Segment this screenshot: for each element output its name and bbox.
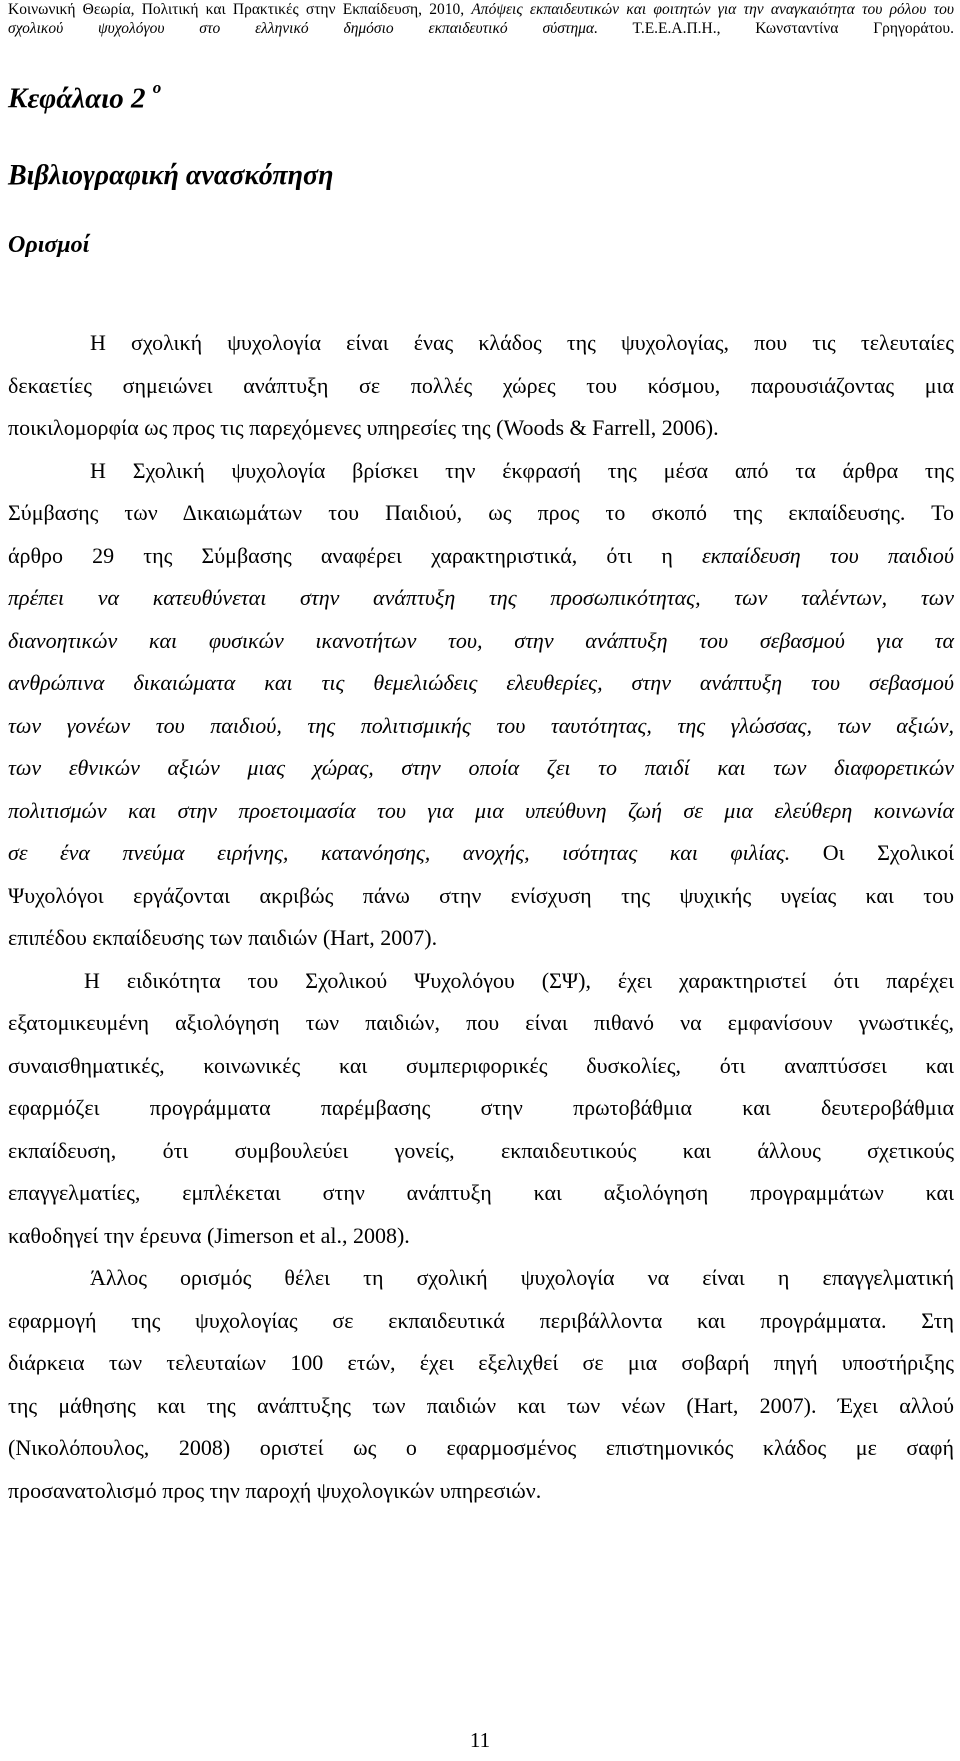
text-line: εφαρμογή της ψυχολογίας σε εκπαιδευτικά περιβάλλοντα και προγράμματα. Στη [8,1307,954,1333]
page-number: 11 [469,1728,491,1752]
text-line: δεκαετίες σημειώνει ανάπτυξη σε πολλές χώρες του κόσμου, παρουσιάζοντας μια [8,372,954,398]
header-title-line1: Απόψεις εκπαιδευτικών και φοιτητών για την αναγκαιότητα του ρόλου του [471,1,955,18]
text-line: Σύμβασης των Δικαιωμάτων του Παιδιού, ως προς το σκοπό της εκπαίδευσης. Το [8,500,954,525]
subsection-heading: Ορισμοί [8,232,90,258]
text-line: (Νικολόπουλος, 2008) οριστεί ως ο εφαρμοσμένος επιστημονικός κλάδος με σαφή [8,1435,954,1460]
text-line: Άλλος ορισμός θέλει τη σχολική ψυχολογία να είναι η επαγγελματική [90,1265,954,1290]
chapter-title: Κεφάλαιο 2 [8,82,146,115]
text-line: εξατομικευμένη αξιολόγηση των παιδιών, που είναι πιθανό να εμφανίσουν γνωστικές, [8,1010,954,1035]
header-line2 [8,19,954,38]
header-prefix: Κοινωνική Θεωρία, Πολιτική και Πρακτικές στην Εκπαίδευση, 2010, [8,1,472,18]
text-line [8,832,954,875]
text-line: διανοητικών και φυσικών ικανοτήτων του, στην ανάπτυξη του σεβασμού για τα [8,627,954,653]
text-line: ποικιλομορφία ως προς τις παρεχόμενες υπηρεσίες της (Woods & Farrell, 2006). [8,415,719,440]
text-line: πρέπει να κατευθύνεται στην ανάπτυξη της προσωπικότητας, των ταλέντων, των [8,585,954,610]
text-line: Η Σχολική ψυχολογία βρίσκει την έκφρασή της μέσα από τα άρθρα της [90,457,954,483]
text-line: των εθνικών αξιών μιας χώρας, στην οποία ζει το παιδί και των διαφορετικών [8,755,954,780]
text-segment: Οι Σχολικοί [790,840,954,865]
header-suffix: Τ.Ε.Ε.Α.Π.Η., Κωνσταντίνα Γρηγοράτου. [597,20,954,37]
text-line: καθοδηγεί την έρευνα (Jimerson et al., 2008). [8,1222,410,1248]
text-segment-italic: σε ένα πνεύμα ειρήνης, κατανόησης, ανοχής, ισότητας και φιλίας. [8,840,791,865]
text-line: εκπαίδευση, ότι συμβουλεύει γονείς, εκπαιδευτικούς και άλλους σχετικούς [8,1137,954,1163]
text-line: επαγγελματίες, εμπλέκεται στην ανάπτυξη και αξιολόγηση προγραμμάτων και [8,1180,954,1205]
text-segment-italic: εκπαίδευση του παιδιού [701,542,954,568]
text-segment: άρθρο 29 της Σύμβασης αναφέρει χαρακτηριστικά, ότι η [8,542,702,568]
chapter-ordinal: ο [152,78,162,97]
text-line: Η ειδικότητα του Σχολικού Ψυχολόγου (ΣΨ), έχει χαρακτηριστεί ότι παρέχει [84,967,954,993]
text-line: της μάθησης και της ανάπτυξης των παιδιών και των νέων (Hart, 2007). Έχει αλλού [8,1392,954,1418]
section-heading: Βιβλιογραφική ανασκόπηση [8,160,334,191]
text-line: επιπέδου εκπαίδευσης των παιδιών (Hart, 2007). [8,925,438,950]
text-line [8,535,954,578]
text-line: πολιτισμών και στην προετοιμασία του για μια υπεύθυνη ζωή σε μια ελεύθερη κοινωνία [8,797,954,823]
header-title-line2: σχολικού ψυχολόγου στο ελληνικό δημόσιο εκπαιδευτικό σύστημα. [8,20,598,37]
text-line: εφαρμόζει προγράμματα παρέμβασης στην πρωτοβάθμια και δευτεροβάθμια [8,1095,954,1120]
running-header [8,0,954,38]
text-line: προσανατολισμό προς την παροχή ψυχολογικών υπηρεσιών. [8,1477,542,1503]
text-line: Η σχολική ψυχολογία είναι ένας κλάδος της ψυχολογίας, που τις τελευταίες [90,330,954,355]
text-line: Ψυχολόγοι εργάζονται ακριβώς πάνω στην ενίσχυση της ψυχικής υγείας και του [8,882,954,908]
text-line: διάρκεια των τελευταίων 100 ετών, έχει εξελιχθεί σε μια σοβαρή πηγή υποστήριξης [8,1350,954,1375]
chapter-heading [8,78,162,116]
text-line: των γονέων του παιδιού, της πολιτισμικής του ταυτότητας, της γλώσσας, των αξιών, [8,712,954,738]
body-text [8,322,954,1512]
text-line: ανθρώπινα δικαιώματα και τις θεμελιώδεις ελευθερίες, στην ανάπτυξη του σεβασμού [8,670,954,695]
text-line: συναισθηματικές, κοινωνικές και συμπεριφορικές δυσκολίες, ότι αναπτύσσει και [8,1052,954,1078]
